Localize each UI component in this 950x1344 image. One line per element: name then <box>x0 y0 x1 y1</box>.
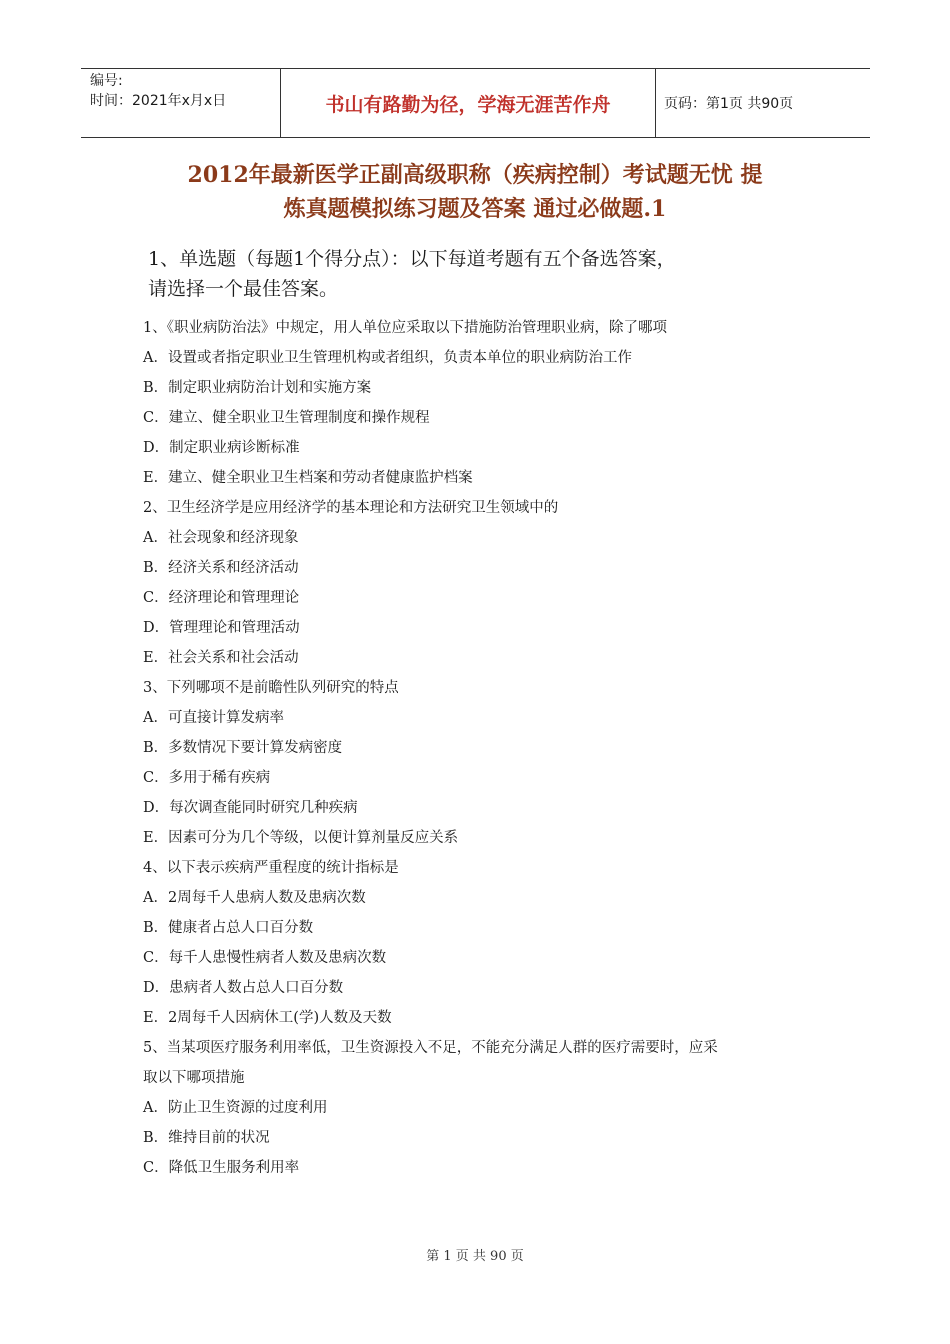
text-line: E．2周每千人因病休工(学)人数及天数 <box>143 1010 392 1026</box>
text-line: A．防止卫生资源的过度利用 <box>143 1100 328 1116</box>
text-line: D．每次调查能同时研究几种疾病 <box>143 800 358 816</box>
text-line: D．管理理论和管理活动 <box>143 620 300 636</box>
text-line: 取以下哪项措施 <box>143 1070 245 1086</box>
text-line: B．维持目前的状况 <box>143 1130 270 1146</box>
text-line: 1、《职业病防治法》中规定，用人单位应采取以下措施防治管理职业病，除了哪项 <box>143 320 667 336</box>
text-line: C．每千人患慢性病者人数及患病次数 <box>143 950 387 966</box>
text-line: D．制定职业病诊断标准 <box>143 440 300 456</box>
number-label: 编号: <box>90 73 123 89</box>
text-line: C．多用于稀有疾病 <box>143 770 271 786</box>
text-line: 4、以下表示疾病严重程度的统计指标是 <box>143 860 399 876</box>
section-heading <box>148 244 808 304</box>
text-line: A．社会现象和经济现象 <box>143 530 299 546</box>
time-label: 时间：2021年x月x日 <box>90 93 227 109</box>
text-line: C．经济理论和管理理论 <box>143 590 300 606</box>
header-table <box>81 68 870 138</box>
text-line: D．患病者人数占总人口百分数 <box>143 980 344 996</box>
text-line: B．经济关系和经济活动 <box>143 560 299 576</box>
motto: 书山有路勤为径，学海无涯苦作舟 <box>325 93 611 116</box>
text-line: 2、卫生经济学是应用经济学的基本理论和方法研究卫生领域中的 <box>143 500 559 516</box>
text-line: E．因素可分为几个等级，以便计算剂量反应关系 <box>143 830 459 846</box>
text-line: B．多数情况下要计算发病密度 <box>143 740 343 756</box>
text-line: A．设置或者指定职业卫生管理机构或者组织，负责本单位的职业病防治工作 <box>143 350 632 366</box>
page-info: 页码：第1页 共90页 <box>664 96 794 112</box>
document-title <box>120 158 830 226</box>
title-line-2: 炼真题模拟练习题及答案 通过必做题.1 <box>283 196 667 222</box>
text-line: 3、下列哪项不是前瞻性队列研究的特点 <box>143 680 399 696</box>
section-line-2: 请选择一个最佳答案。 <box>148 278 339 300</box>
text-line: A．2周每千人患病人数及患病次数 <box>143 890 366 906</box>
text-line: C．建立、健全职业卫生管理制度和操作规程 <box>143 410 430 426</box>
text-line: B．制定职业病防治计划和实施方案 <box>143 380 372 396</box>
text-line: A．可直接计算发病率 <box>143 710 284 726</box>
page-footer: 第 1 页 共 90 页 <box>426 1249 524 1264</box>
header-meta-cell <box>81 69 281 137</box>
text-line: E．社会关系和社会活动 <box>143 650 299 666</box>
motto-cell <box>281 69 656 137</box>
title-line-1: 2012年最新医学正副高级职称（疾病控制）考试题无忧 提 <box>187 162 763 188</box>
text-line: C．降低卫生服务利用率 <box>143 1160 300 1176</box>
text-line: E．建立、健全职业卫生档案和劳动者健康监护档案 <box>143 470 473 486</box>
text-line: B．健康者占总人口百分数 <box>143 920 314 936</box>
section-line-1: 1、单选题（每题1个得分点）：以下每道考题有五个备选答案， <box>148 248 676 270</box>
text-line: 5、当某项医疗服务利用率低，卫生资源投入不足，不能充分满足人群的医疗需要时，应采 <box>143 1040 718 1056</box>
question-list <box>143 313 823 1183</box>
page-info-cell <box>656 69 870 137</box>
